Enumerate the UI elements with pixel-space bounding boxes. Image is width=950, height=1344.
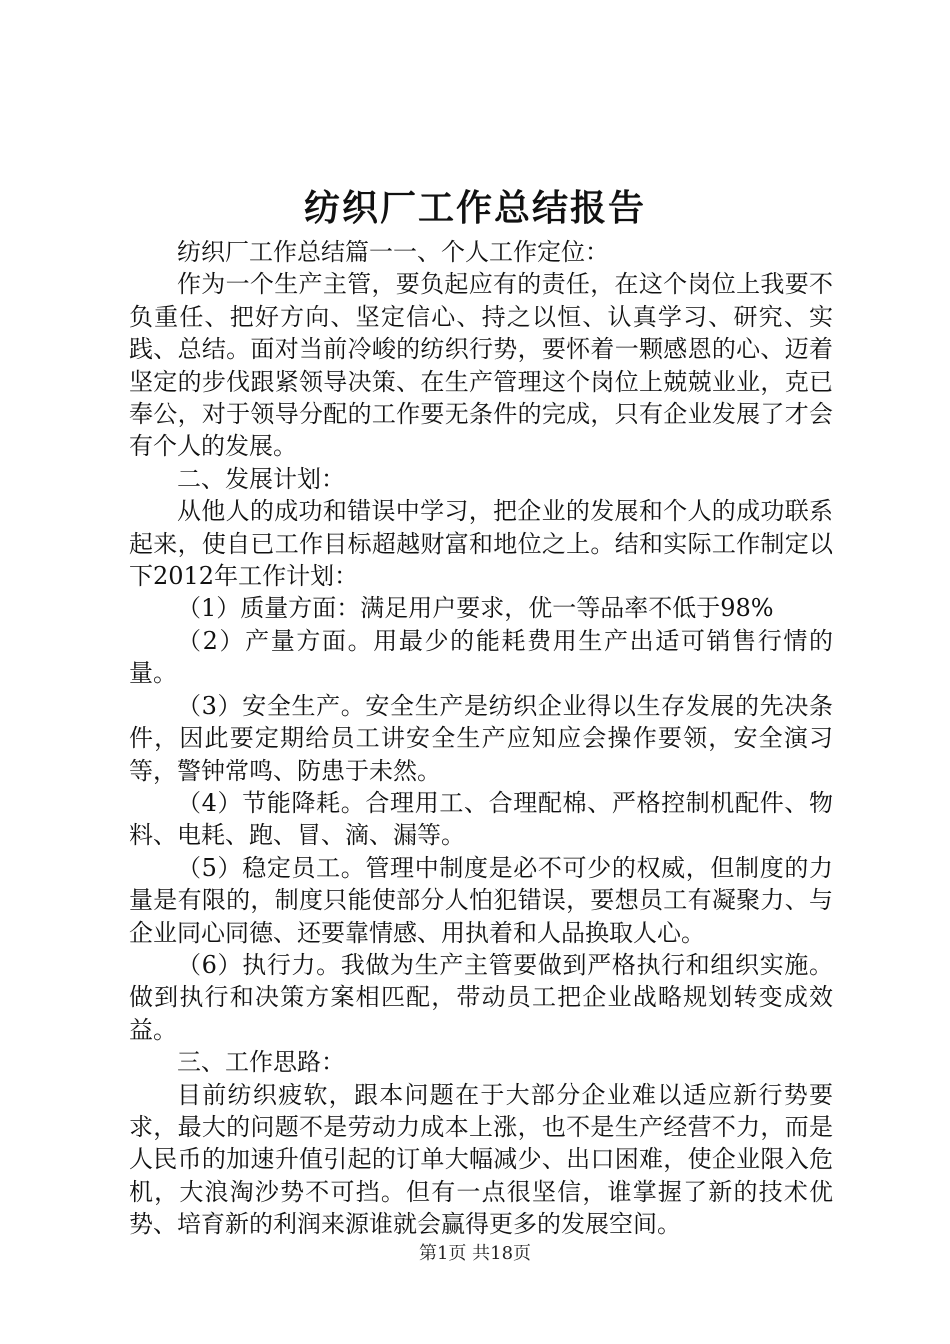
plan-item-output: （2）产量方面。用最少的能耗费用生产出适可销售行情的量。 [129, 626, 833, 688]
plan-item-safety: （3）安全生产。安全生产是纺织企业得以生存发展的先决条件，因此要定期给员工讲安全生产应知应会操作要领，安全演习等，警钟常鸣、防患于未然。 [129, 691, 833, 785]
page-number-footer: 第1页 共18页 [418, 1243, 532, 1264]
document-title: 纺织厂工作总结报告 [303, 187, 646, 229]
plan-item-execution: （6）执行力。我做为生产主管要做到严格执行和组织实施。做到执行和决策方案相匹配，带动员工把企业战略规划转变成效益。 [129, 950, 833, 1044]
document-body [129, 236, 833, 1241]
plan-item-staff: （5）稳定员工。管理中制度是必不可少的权威，但制度的力量是有限的，制度只能使部分人怕犯错误，要想员工有凝聚力、与企业同心同德、还要靠情感、用执着和人品换取人心。 [129, 853, 833, 947]
plan-item-energy: （4）节能降耗。合理用工、合理配棉、严格控制机配件、物料、电耗、跑、冒、滴、漏等。 [129, 788, 833, 850]
heading-development-plan: 二、发展计划： [177, 464, 345, 493]
heading-work-approach: 三、工作思路： [177, 1048, 345, 1077]
plan-item-quality: （1）质量方面：满足用户要求，优一等品率不低于98% [177, 594, 774, 623]
paragraph-work-approach: 目前纺织疲软，跟本问题在于大部分企业难以适应新行势要求，最大的问题不是劳动力成本上涨，也不是生产经营不力，而是人民币的加速升值引起的订单大幅减少、出口困难，使企业限入危机，大浪淘沙势不可挡。但有一点很坚信，谁掌握了新的技术优势、培育新的利润来源谁就会赢得更多的发展空间。 [129, 1080, 833, 1239]
paragraph-intro: 纺织厂工作总结篇一一、个人工作定位： [177, 238, 609, 266]
paragraph-development-plan: 从他人的成功和错误中学习，把企业的发展和个人的成功联系起来，使自已工作目标超越财富和地位之上。结和实际工作制定以下2012年工作计划： [129, 497, 833, 591]
paragraph-work-position: 作为一个生产主管，要负起应有的责任，在这个岗位上我要不负重任、把好方向、坚定信心、持之以恒、认真学习、研究、实践、总结。面对当前冷峻的纺织行势，要怀着一颗感恩的心、迈着坚定的步伐跟紧领导决策、在生产管理这个岗位上兢兢业业，克已奉公，对于领导分配的工作要无条件的完成，只有企业发展了才会有个人的发展。 [129, 270, 833, 461]
